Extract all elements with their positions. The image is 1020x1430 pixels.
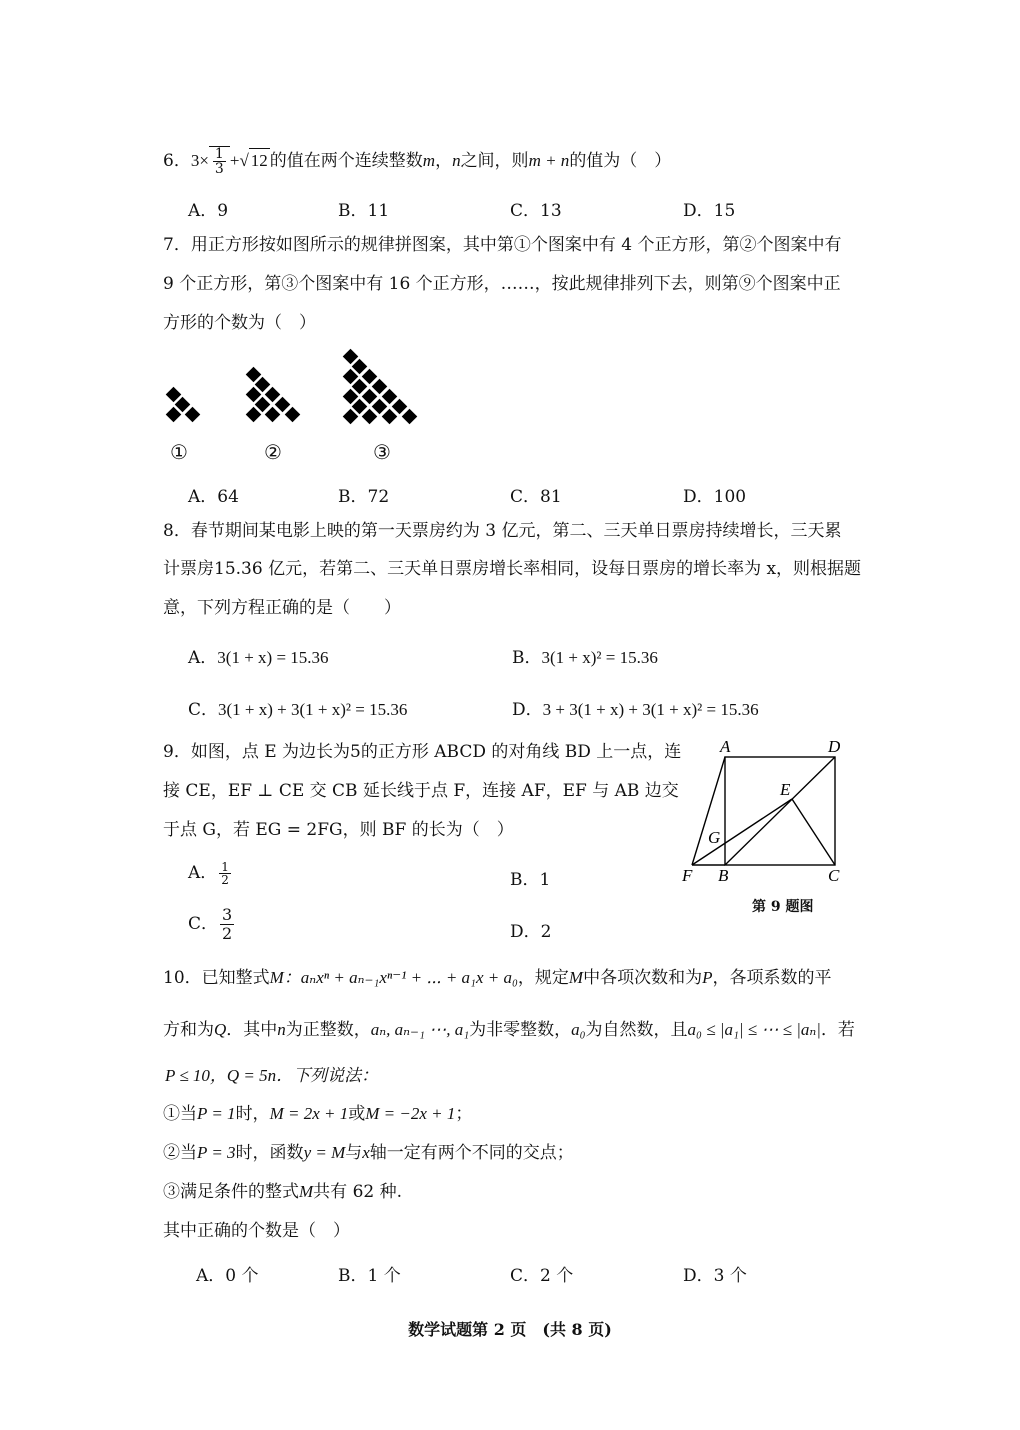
q10-a0: a₀: [571, 1020, 586, 1039]
q9-figure-caption: 第 9 题图: [752, 899, 814, 915]
option-value: 81: [540, 487, 562, 507]
q6-sep: ，: [435, 151, 453, 171]
label-a: A: [720, 737, 731, 756]
option-letter: B．: [512, 648, 542, 668]
q10-var-P: P: [702, 968, 713, 987]
q10-text: ③满足条件的整式: [163, 1182, 299, 1202]
q8-option-a: [188, 643, 329, 668]
option-value: 11: [367, 201, 390, 221]
frac-den: 2: [221, 873, 229, 887]
q8-option-c: [188, 695, 407, 720]
q6-n: n: [452, 151, 461, 170]
q6-expr: m + n: [528, 151, 570, 170]
q10-text: 或: [348, 1104, 366, 1124]
option-letter: D．: [510, 922, 541, 942]
diamond-square: [166, 407, 182, 423]
diamond-square: [166, 387, 182, 403]
q10-line3: P ≤ 10，Q = 5n．下列说法：: [165, 1066, 379, 1085]
segment-ec: [792, 799, 835, 865]
label-b: B: [718, 866, 729, 885]
q10-text: 方和为: [163, 1020, 214, 1040]
segment-fa: [692, 757, 725, 865]
q10-text: 为正整数，: [285, 1020, 371, 1040]
q7-figure-label-2: ②: [264, 440, 282, 464]
option-fraction: [219, 861, 231, 886]
q10-text: 中各项次数和为: [583, 968, 703, 988]
option-letter: B．: [338, 487, 368, 507]
option-letter: C．: [188, 700, 219, 720]
q7-line1: 7．用正方形按如图所示的规律拼图案，其中第①个图案中有 4 个正方形，第②个图案中有: [163, 235, 842, 255]
option-value: 2 个: [540, 1266, 574, 1286]
q7-figure-label-3: ③: [373, 440, 391, 464]
q7-option-a: [188, 482, 239, 507]
option-letter: D．: [683, 487, 714, 507]
q6-coef: 3×: [190, 151, 209, 170]
q10-option-a: [196, 1261, 259, 1286]
q10-option-d: [683, 1261, 747, 1286]
frac-num: 1: [221, 860, 229, 874]
option-value: 3(1 + x) = 15.36: [217, 648, 329, 667]
pattern-1: [166, 387, 201, 423]
option-value: 2: [540, 922, 552, 942]
option-value: 0 个: [225, 1266, 259, 1286]
option-value: 3(1 + x)² = 15.36: [541, 648, 658, 667]
option-letter: C．: [510, 1266, 541, 1286]
q6-option-d: [683, 196, 735, 221]
q10-coefficients: aₙ, aₙ₋₁ ⋯, a₁: [370, 1020, 470, 1039]
option-letter: A．: [188, 201, 218, 221]
q10-text: 轴一定有两个不同的交点；: [369, 1143, 574, 1163]
q10-text: ；: [455, 1104, 473, 1124]
q10-text: 为非零整数，: [469, 1020, 572, 1040]
q10-expr: y = M: [303, 1143, 346, 1162]
q7-line3: 方形的个数为（ ）: [163, 313, 316, 333]
label-f: F: [682, 866, 693, 885]
q10-polynomial: ：aₙxⁿ + aₙ₋₁xⁿ⁻¹ + ⋯ + a₁x + a₀: [283, 968, 518, 987]
q10-statement-1: [163, 1102, 472, 1126]
q7-line2: 9 个正方形，第③个图案中有 16 个正方形，……，按此规律排列下去，则第⑨个图案中正: [163, 274, 841, 294]
q10-text: 时，函数: [235, 1143, 304, 1163]
pattern-3: [343, 349, 418, 425]
option-value: 3 个: [713, 1266, 747, 1286]
q10-line2: [163, 1018, 855, 1042]
q10-expr: M = −2x + 1: [365, 1104, 456, 1123]
q10-text: ，各项系数的平: [712, 968, 832, 988]
q10-var-x: x: [362, 1143, 370, 1162]
q6-option-b: [338, 196, 389, 221]
q10-line1: [163, 966, 831, 990]
q10-inequality: a₀ ≤ |a₁| ≤ ⋯ ≤ |aₙ|: [687, 1020, 821, 1039]
q10-text: 为自然数，且: [585, 1020, 688, 1040]
q10-text: ，规定: [517, 968, 569, 988]
option-value: 13: [540, 201, 562, 221]
q9-option-c: [188, 906, 236, 943]
option-letter: A．: [188, 487, 218, 507]
q6-m: m: [422, 151, 436, 170]
q10-expr: M = 2x + 1: [269, 1104, 349, 1123]
q6-sqrt-12: 12: [249, 148, 270, 173]
q10-statement-3: [163, 1180, 402, 1204]
label-d: D: [828, 737, 841, 756]
frac-num: 3: [222, 905, 233, 924]
q10-var-n: n: [277, 1020, 286, 1039]
option-value: 100: [713, 487, 747, 507]
q6-stem: [163, 146, 671, 176]
option-value: 1: [539, 870, 551, 890]
q9-geometry-figure: [680, 735, 880, 895]
q6-frac-num: 1: [214, 146, 224, 162]
q7-option-c: [510, 482, 562, 507]
page-footer: 数学试题第 2 页 (共 8 页): [408, 1320, 612, 1339]
diamond-square: [175, 397, 191, 413]
q9-option-b: [510, 865, 550, 890]
q7-figure-label-1: ①: [170, 440, 188, 464]
option-letter: C．: [188, 914, 219, 934]
option-letter: A．: [188, 863, 218, 883]
q9-option-a: [188, 858, 233, 886]
q8-line2: 计票房15.36 亿元，若第二、三天单日票房增长率相同，设每日票房的增长率为 x，则根据题: [163, 559, 862, 579]
q10-var-M: M: [299, 1182, 314, 1201]
option-value: 72: [367, 487, 390, 507]
q10-option-c: [510, 1261, 573, 1286]
q10-text: 时，: [235, 1104, 270, 1124]
q9-line2: 接 CE，EF ⊥ CE 交 CB 延长线于点 F，连接 AF，EF 与 AB 边交: [163, 781, 679, 801]
option-value: 3(1 + x) + 3(1 + x)² = 15.36: [218, 700, 408, 719]
q9-line1: 9．如图，点 E 为边长为5的正方形 ABCD 的对角线 BD 上一点，连: [163, 742, 682, 762]
q6-number: 6．: [163, 151, 191, 171]
q10-text: 10．已知整式: [163, 968, 270, 988]
q10-condition: P = 3: [197, 1143, 236, 1162]
q10-text: ．其中: [226, 1020, 278, 1040]
label-g: G: [708, 828, 721, 847]
q9-line3: 于点 G，若 EG = 2FG，则 BF 的长为（ ）: [163, 820, 514, 840]
q7-option-d: [683, 482, 746, 507]
q8-option-d: [512, 695, 759, 720]
q6-text-main: 的值在两个连续整数: [269, 151, 423, 171]
q10-var-M: M: [568, 968, 584, 987]
q6-text-between: 之间，则: [460, 151, 529, 171]
q6-frac-den: 3: [214, 161, 224, 177]
q10-var-M: M: [269, 968, 284, 987]
option-letter: A．: [196, 1266, 226, 1286]
q8-line3: 意，下列方程正确的是（ ）: [163, 598, 401, 618]
option-letter: B．: [338, 1266, 368, 1286]
q10-condition: P = 1: [197, 1104, 236, 1123]
option-letter: C．: [510, 201, 541, 221]
q8-option-b: [512, 643, 658, 668]
option-letter: A．: [188, 648, 218, 668]
option-letter: B．: [510, 870, 540, 890]
q10-text: ①当: [163, 1104, 197, 1124]
q8-line1: 8．春节期间某电影上映的第一天票房约为 3 亿元，第二、三天单日票房持续增长，三天累: [163, 521, 842, 541]
option-value: 1 个: [367, 1266, 401, 1286]
q10-var-Q: Q: [214, 1020, 227, 1039]
option-value: 3 + 3(1 + x) + 3(1 + x)² = 15.36: [542, 700, 759, 719]
q7-pattern-figure: [155, 345, 435, 465]
option-value: 64: [217, 487, 239, 507]
q10-text: 共有 62 种.: [313, 1182, 403, 1202]
option-fraction: [220, 906, 234, 943]
q6-text-end: 的值为（ ）: [569, 151, 672, 171]
q10-question: 其中正确的个数是（ ）: [163, 1221, 350, 1241]
q10-text: 与: [345, 1143, 363, 1163]
q9-option-d: [510, 917, 551, 942]
label-e: E: [780, 780, 791, 799]
diamond-square: [185, 407, 201, 423]
q10-option-b: [338, 1261, 401, 1286]
option-letter: C．: [510, 487, 541, 507]
q10-text: ．若: [820, 1020, 855, 1040]
option-letter: D．: [683, 1266, 714, 1286]
option-letter: B．: [338, 201, 368, 221]
q6-option-a: [188, 196, 228, 221]
frac-den: 2: [222, 924, 233, 943]
option-letter: D．: [512, 700, 543, 720]
q10-text: ②当: [163, 1143, 197, 1163]
q10-statement-2: [163, 1141, 574, 1165]
q6-fraction: [213, 147, 226, 176]
diagonal-bd: [725, 757, 835, 865]
q6-sqrt-symbol: √: [239, 151, 249, 170]
q6-plus: +: [229, 151, 240, 170]
pattern-2: [246, 367, 301, 423]
option-value: 9: [217, 201, 229, 221]
segment-fe: [692, 799, 792, 865]
label-c: C: [828, 866, 840, 885]
option-value: 15: [713, 201, 736, 221]
q6-sqrt-frac: [209, 146, 230, 176]
q7-option-b: [338, 482, 389, 507]
q6-option-c: [510, 196, 562, 221]
option-letter: D．: [683, 201, 714, 221]
